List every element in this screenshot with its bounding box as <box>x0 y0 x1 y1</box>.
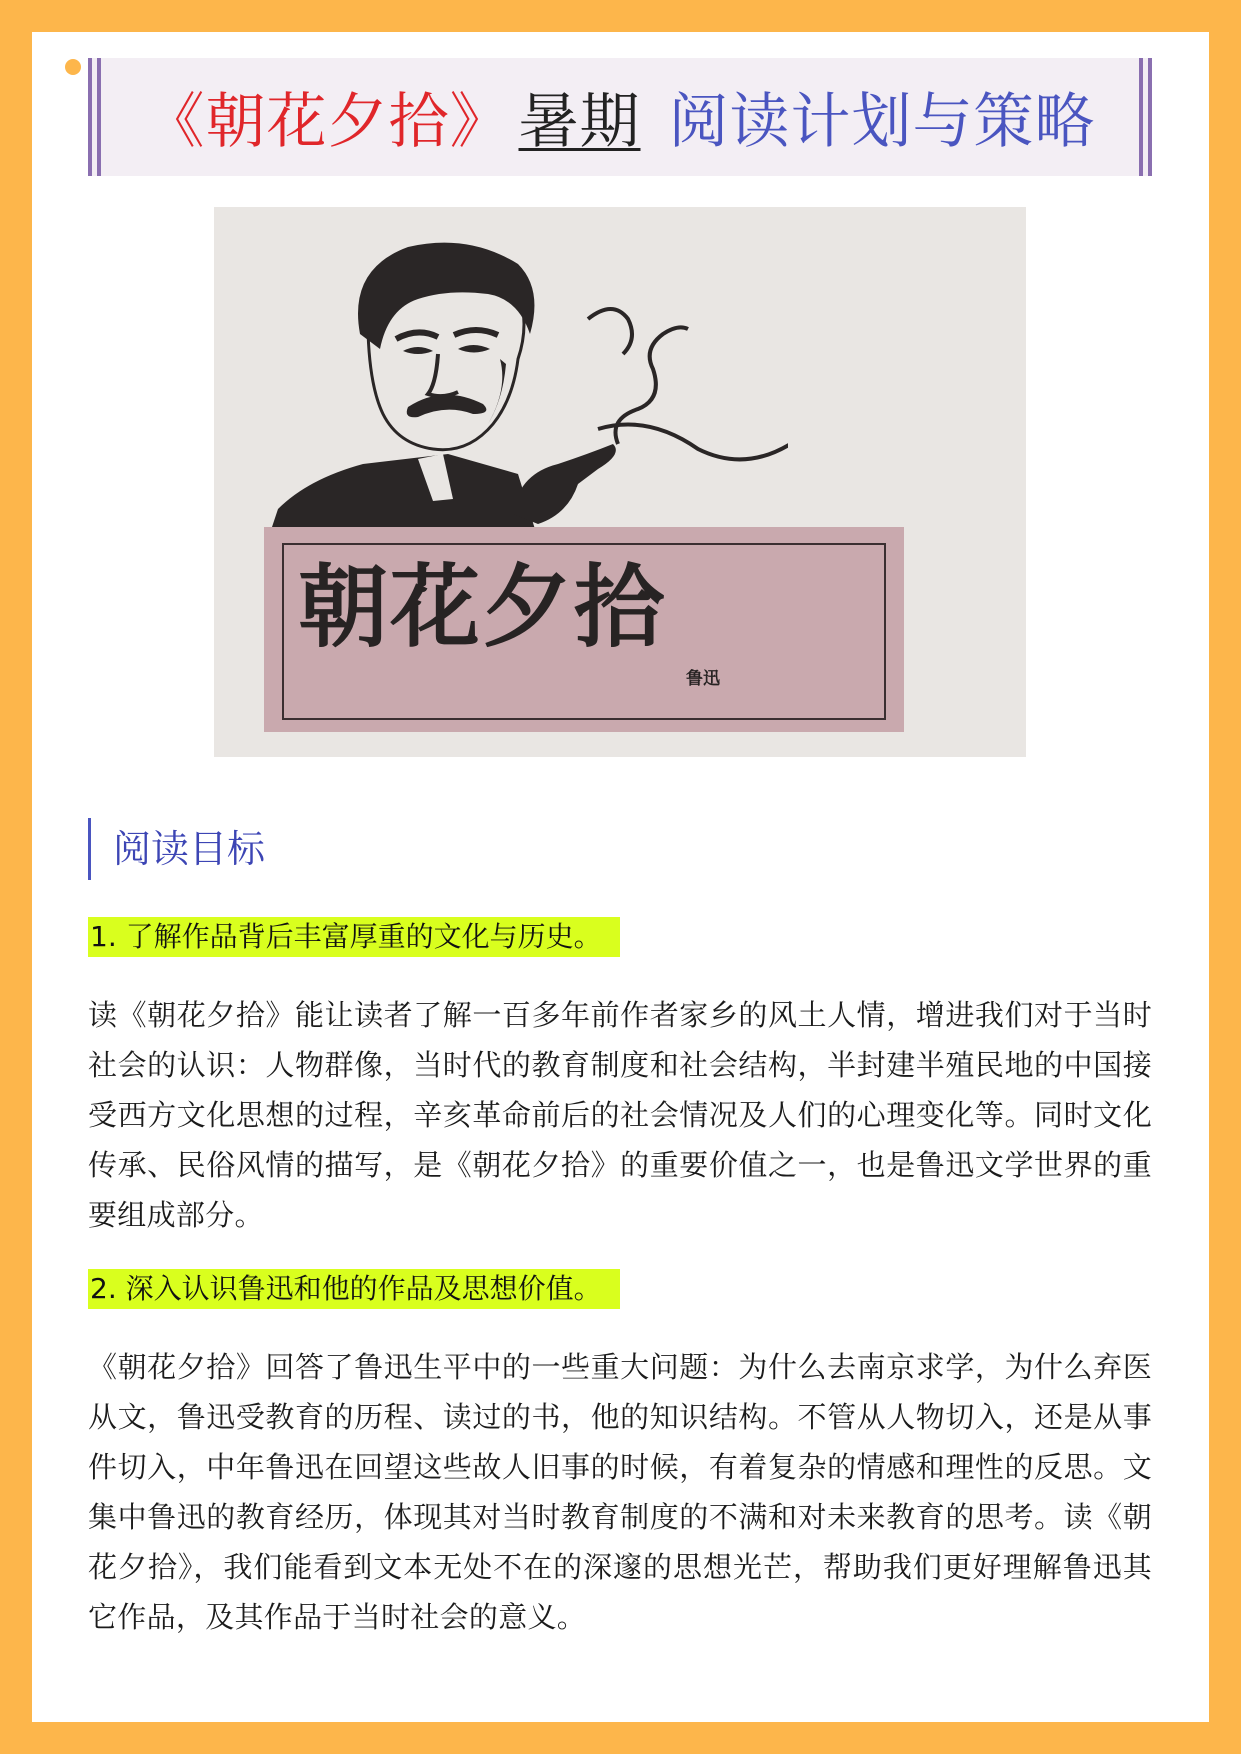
goal-1-heading: 1. 了解作品背后丰富厚重的文化与历史。 <box>88 917 620 957</box>
page-sheet <box>32 32 1209 1722</box>
cover-author: 鲁迅 <box>686 669 720 689</box>
cover-title-card <box>264 527 904 732</box>
goal-2-heading: 2. 深入认识鲁迅和他的作品及思想价值。 <box>88 1269 620 1309</box>
title-banner <box>88 58 1152 176</box>
book-cover-image <box>214 207 1026 757</box>
title-plan: 阅读计划与策略 <box>668 87 1096 157</box>
title-book-name: 《朝花夕拾》 <box>144 87 511 157</box>
page-title <box>88 58 1152 176</box>
goal-1-paragraph: 读《朝花夕拾》能让读者了解一百多年前作者家乡的风土人情，增进我们对于当时社会的认识：人物群像，当时代的教育制度和社会结构，半封建半殖民地的中国接受西方文化思想的过程，辛亥革命前后的社会情况及人们的心理变化等。同时文化传承、民俗风情的描写，是《朝花夕拾》的重要价值之一，也是鲁迅文学世界的重要组成部分。 <box>88 998 1152 1232</box>
section-heading-reading-goals: 阅读目标 <box>88 818 265 880</box>
portrait-silhouette-icon <box>268 239 788 539</box>
decorative-dot <box>65 59 81 75</box>
cover-book-title: 朝花夕拾 <box>298 555 666 660</box>
title-summer: 暑期 <box>518 87 641 157</box>
goal-2-paragraph: 《朝花夕拾》回答了鲁迅生平中的一些重大问题：为什么去南京求学，为什么弃医从文，鲁迅受教育的历程、读过的书，他的知识结构。不管从人物切入，还是从事件切入，中年鲁迅在回望这些故人旧事的时候，有着复杂的情感和理性的反思。文集中鲁迅的教育经历，体现其对当时教育制度的不满和对未来教育的思考。读《朝花夕拾》，我们能看到文本无处不在的深邃的思想光芒，帮助我们更好理解鲁迅其它作品，及其作品于当时社会的意义。 <box>88 1350 1152 1634</box>
